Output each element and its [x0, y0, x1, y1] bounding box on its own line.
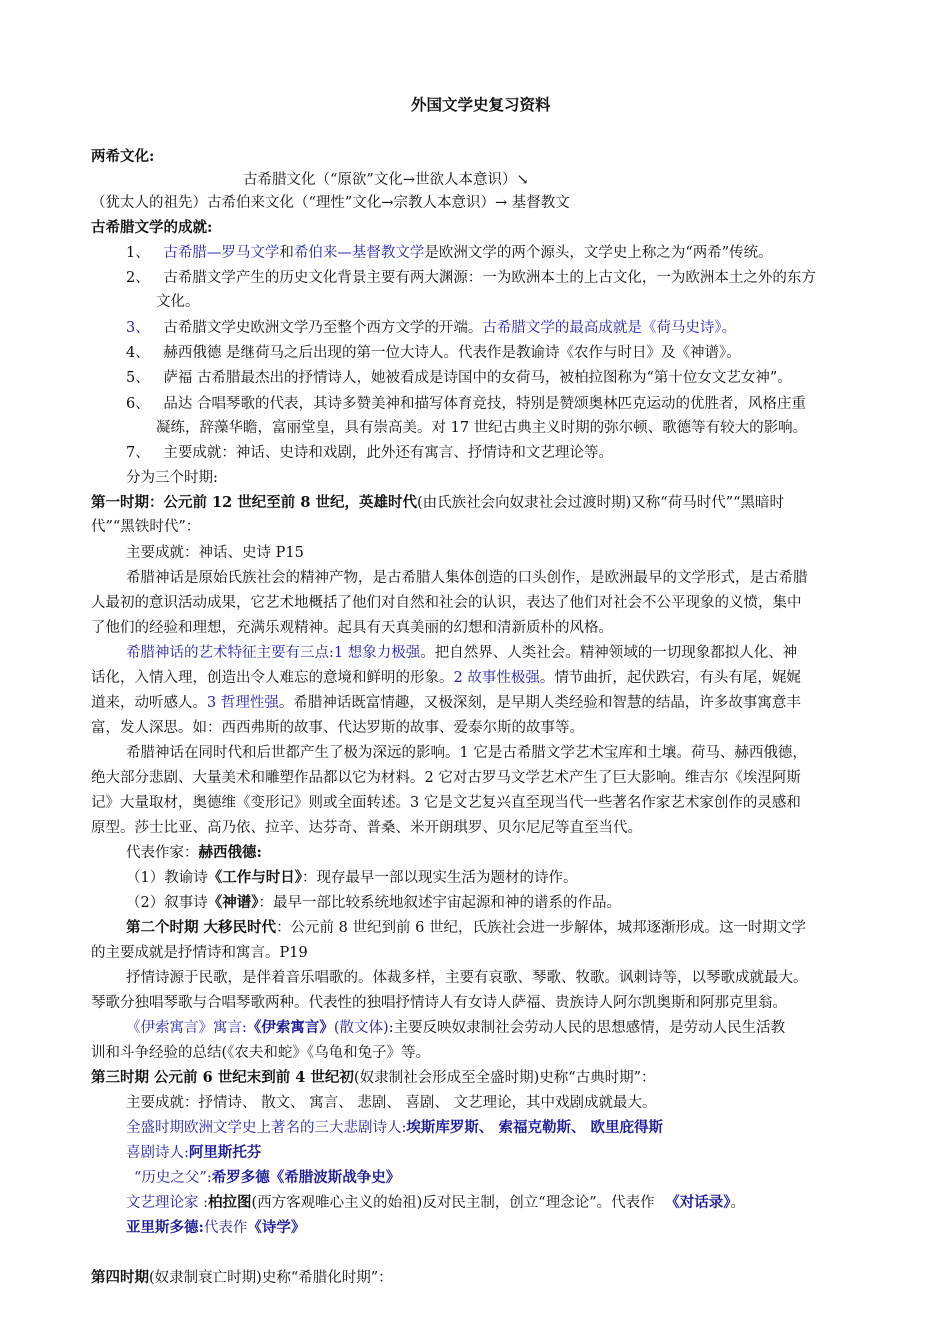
myth-para1-l2: 人最初的意识活动成果，它艺术地概括了他们对自然和社会的认识，表达了他们对社会不公平现象的义愤，集中	[91, 595, 802, 611]
item-3-highlight: 古希腊文学的最高成就是《荷马史诗》。	[482, 320, 737, 336]
work-1-desc: ：现存最早一部以现实生活为题材的诗作。	[301, 870, 578, 886]
item-6	[126, 394, 806, 414]
period-4-subtitle: (奴隶制衰亡时期)史称“希腊化时期”：	[149, 1270, 393, 1286]
fable-label: 《伊索寓言》寓言:	[126, 1020, 247, 1036]
plato-desc: (西方客观唯心主义的始祖)反对民主制，创立“理念论”。代表作	[251, 1195, 655, 1211]
myth-para2-l3	[91, 693, 801, 713]
myth-story-feature: 2 故事性极强	[453, 670, 540, 686]
item-7	[126, 443, 613, 463]
item-4	[126, 343, 741, 363]
achievements-heading: 古希腊文学的成就:	[91, 219, 213, 236]
period-1-subtitle: (由氏族社会向奴隶社会过渡时期)又称“荷马时代”“黑暗时	[416, 495, 785, 511]
period-3-title: 第三时期 公元前 6 世纪末到前 4 世纪初	[91, 1069, 354, 1086]
period-4-heading	[91, 1268, 393, 1288]
myth-para2-l1-rest: 。把自然界、人类社会。精神领域的一切现象都拟人化、神	[420, 645, 798, 661]
item-7-num: 7、	[126, 445, 150, 461]
period-1-heading-line2: 代”“黑铁时代”：	[91, 519, 201, 535]
item-3-text: 古希腊文学史欧洲文学乃至整个西方文学的开端。	[163, 320, 483, 336]
period-3-heading	[91, 1068, 656, 1088]
fable-l1	[126, 1018, 785, 1038]
theorist-plato	[126, 1193, 745, 1213]
aristotle-label: 代表作	[203, 1220, 248, 1236]
myth-para2-l1	[126, 643, 797, 663]
item-4-text: 赫西俄德 是继荷马之后出现的第一位大诗人。代表作是教谕诗《农作与时日》及《神谱》。	[163, 345, 741, 361]
item-4-num: 4、	[126, 345, 150, 361]
lyric-l1: 抒情诗源于民歌，是伴着音乐唱歌的。体裁多样，主要有哀歌、琴歌、牧歌。讽刺诗等，以琴歌成就最大。	[126, 970, 808, 986]
history-label: “历史之父”:	[134, 1170, 212, 1186]
myth-para3-l4: 原型。莎士比亚、高乃依、拉辛、达芬奇、普桑、米开朗琪罗、贝尔尼尼等直至当代。	[91, 820, 642, 836]
aristotle-name: 亚里斯多德:	[126, 1219, 204, 1236]
item-5-text: 萨福 古希腊最杰出的抒情诗人，她被看成是诗国中的女荷马，被柏拉图称为“第十位女文艺女神”。	[163, 370, 792, 386]
item-1-rest: 是欧洲文学的两个源头，文学史上称之为“两希”传统。	[424, 245, 773, 261]
item-5-num: 5、	[126, 370, 150, 386]
myth-para1-l3: 了他们的经验和理想，充满乐观精神。起具有天真美丽的幻想和清新质朴的风格。	[91, 620, 613, 636]
myth-para1-l1: 希腊神话是原始氏族社会的精神产物，是古希腊人集体创造的口头创作，是欧洲最早的文学形式，是古希腊	[126, 570, 808, 586]
fable-title: 《伊索寓言》	[246, 1019, 334, 1036]
tragedians	[126, 1118, 663, 1138]
item-7-text: 主要成就：神话、史诗和戏剧，此外还有寓言、抒情诗和文艺理论等。	[163, 445, 613, 461]
rep-author-name: 赫西俄德:	[198, 844, 262, 861]
rep-author	[126, 843, 262, 863]
two-greek-heading: 两希文化:	[91, 148, 155, 165]
theorist-label: 文艺理论家 :	[126, 1195, 208, 1211]
period-3-main: 主要成就：抒情诗、 散文、 寓言、 悲剧、 喜剧、 文艺理论，其中戏剧成就最大。	[126, 1095, 657, 1111]
item-3-num: 3、	[126, 320, 150, 336]
item-2-line2: 文化。	[156, 294, 200, 310]
comedian-name: 阿里斯托芬	[188, 1144, 262, 1161]
work-2	[126, 893, 621, 913]
period-3-subtitle: (奴隶制社会形成至全盛时期)史称“古典时期”：	[353, 1070, 656, 1086]
myth-para2-l3a: 道来，动听感人。	[91, 695, 207, 711]
item-2	[126, 268, 816, 288]
fable-desc: :主要反映奴隶制社会劳动人民的思想感情，是劳动人民生活教	[388, 1020, 786, 1036]
aristotle	[126, 1218, 305, 1238]
father-of-history	[134, 1168, 400, 1188]
myth-para2-l4: 富，发人深思。如：西西弗斯的故事、代达罗斯的故事、爱泰尔斯的故事等。	[91, 720, 584, 736]
myth-art-features: 希腊神话的艺术特征主要有三点:1 想象力极强	[126, 645, 421, 661]
item-1-num: 1、	[126, 245, 150, 261]
greek-culture-line: 古希腊文化（“原欲”文化→世欲人本意识）↘	[243, 172, 529, 188]
item-5	[126, 368, 792, 388]
hebrew-culture-line: （犹太人的祖先）古希伯来文化（“理性”文化→宗教人本意识）→ 基督教文	[91, 195, 570, 211]
item-1-and: 和	[279, 245, 294, 261]
tragedians-label: 全盛时期欧洲文学史上著名的三大悲剧诗人:	[126, 1120, 407, 1136]
work-2-title: 《神谱》	[207, 894, 259, 911]
item-6-line2: 凝练，辞藻华瞻，富丽堂皇，具有崇高美。对 17 世纪古典主义时期的弥尔顿、歌德等有较大的影响。	[156, 420, 808, 436]
history-author: 希罗多德《希腊波斯战争史》	[211, 1169, 401, 1186]
item-1	[126, 243, 773, 263]
myth-para2-l2a: 话化，入情入理，创造出令人难忘的意境和鲜明的形象。	[91, 670, 454, 686]
myth-para3-l1: 希腊神话在同时代和后世都产生了极为深远的影响。1 它是古希腊文学艺术宝库和土壤。荷马、赫西俄德，	[126, 745, 807, 761]
item-3	[126, 318, 736, 338]
myth-para2-l2	[91, 668, 801, 688]
period-2-l2: 的主要成就是抒情诗和寓言。P19	[91, 945, 308, 961]
doc-title: 外国文学史复习资料	[411, 95, 551, 114]
myth-philosophy-feature: 3 哲理性强	[207, 695, 279, 711]
work-2-type: （2）叙事诗	[126, 895, 208, 911]
work-2-desc: ：最早一部比较系统地叙述宇宙起源和神的谱系的作品。	[258, 895, 621, 911]
period-4-title: 第四时期	[91, 1269, 149, 1286]
tragedians-names: 埃斯库罗斯、 索福克勒斯、 欧里庇得斯	[406, 1119, 663, 1136]
item-1-hebrew-christian: 希伯来—基督教文学	[293, 245, 425, 261]
aristotle-work: 《诗学》	[247, 1219, 306, 1236]
work-1-title: 《工作与时日》	[207, 869, 302, 886]
comedian	[126, 1143, 261, 1163]
myth-para3-l3: 记》大量取材，奥德维《变形记》则或全面转述。3 它是文艺复兴直至现当代一些著名作家艺术家创作的灵感和	[91, 795, 801, 811]
plato-work: 《对话录》	[665, 1194, 731, 1211]
three-periods: 分为三个时期:	[126, 470, 218, 486]
plato-name: 柏拉图	[208, 1194, 252, 1211]
myth-para2-l3c: 。希腊神话既富情趣，又极深刻，是早期人类经验和智慧的结晶，许多故事寓意丰	[278, 695, 801, 711]
item-6-line1: 品达 合唱琴歌的代表，其诗多赞美神和描写体育竞技，特别是赞颂奥林匹克运动的优胜者，风格庄重	[163, 396, 806, 412]
period-1-heading	[91, 493, 784, 513]
item-2-line1: 古希腊文学产生的历史文化背景主要有两大渊源：一为欧洲本土的上古文化，一为欧洲本土之外的东方	[163, 270, 816, 286]
item-6-num: 6、	[126, 396, 150, 412]
item-1-greek-roman: 古希腊—罗马文学	[163, 245, 280, 261]
item-2-num: 2、	[126, 270, 150, 286]
plato-end: 。	[730, 1195, 745, 1211]
period-2-l1-rest: ：公元前 8 世纪到前 6 世纪，氏族社会进一步解体，城邦逐渐形成。这一时期文学	[276, 920, 806, 936]
fable-style: (散文体)	[333, 1020, 389, 1036]
fable-l2: 训和斗争经验的总结(《农夫和蛇》《乌龟和兔子》等。	[91, 1045, 431, 1061]
myth-para2-l2c: 。情节曲折，起伏跌宕，有头有尾，娓娓	[539, 670, 801, 686]
work-1-type: （1）教谕诗	[126, 870, 208, 886]
comedian-label: 喜剧诗人:	[126, 1145, 189, 1161]
period-2-heading	[126, 918, 806, 938]
rep-author-label: 代表作家：	[126, 845, 199, 861]
work-1	[126, 868, 577, 888]
period-2-title: 第二个时期 大移民时代	[126, 919, 277, 936]
myth-para3-l2: 绝大部分悲剧、大量美术和雕塑作品都以它为材料。2 它对古罗马文学艺术产生了巨大影响。维吉尔《埃涅阿斯	[91, 770, 801, 786]
period-1-main: 主要成就：神话、史诗 P15	[126, 545, 304, 561]
period-1-title: 第一时期：公元前 12 世纪至前 8 世纪，英雄时代	[91, 494, 417, 511]
lyric-l2: 琴歌分独唱琴歌与合唱琴歌两种。代表性的独唱抒情诗人有女诗人萨福、贵族诗人阿尔凯奥斯和阿那克里翁。	[91, 995, 787, 1011]
